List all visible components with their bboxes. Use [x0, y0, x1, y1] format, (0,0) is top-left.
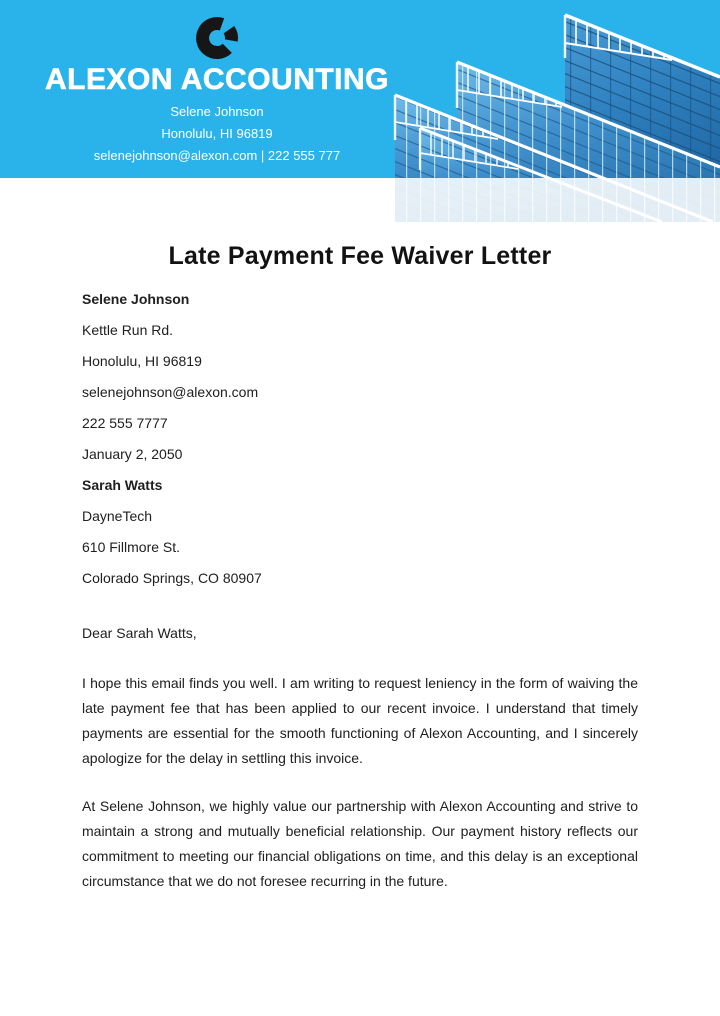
letter-content: [0, 240, 720, 894]
letter-date: January 2, 2050: [82, 446, 183, 462]
body-paragraph: I hope this email finds you well. I am writing to request leniency in the form of waiving the late payment fee that has been applied to our recent invoice. I understand that timely payments are essential for the smooth functioning of Alexon Accounting, and I sincerely apologize for the delay in settling this invoice.: [82, 675, 638, 766]
letterhead-location: Honolulu, HI 96819: [161, 125, 273, 141]
letterhead: [0, 0, 720, 178]
body-paragraph: At Selene Johnson, we highly value our partnership with Alexon Accounting and strive to maintain a strong and mutually beneficial relationship. Our payment history reflects our commitment to meeting our financial obligations on time, and this delay is an exceptional circumstance that we do not foresee recurring in the future.: [82, 798, 638, 889]
letter-title: Late Payment Fee Waiver Letter: [168, 242, 552, 270]
recipient-block: [82, 473, 638, 591]
recipient-street: 610 Fillmore St.: [82, 539, 181, 555]
recipient-city: Colorado Springs, CO 80907: [82, 570, 262, 586]
letterhead-contact-name: Selene Johnson: [170, 103, 264, 119]
company-name: ALEXON ACCOUNTING: [44, 63, 390, 96]
letterhead-email-phone: selenejohnson@alexon.com | 222 555 777: [93, 147, 341, 163]
sender-city: Honolulu, HI 96819: [82, 353, 202, 369]
sender-block: [82, 287, 638, 467]
sender-name: Selene Johnson: [82, 291, 190, 307]
company-logo-icon: [193, 14, 241, 62]
recipient-company: DayneTech: [82, 508, 153, 524]
sender-street: Kettle Run Rd.: [82, 322, 174, 338]
letterhead-content: [0, 0, 434, 167]
sender-email: selenejohnson@alexon.com: [82, 384, 259, 400]
recipient-name: Sarah Watts: [82, 477, 163, 493]
salutation: Dear Sarah Watts,: [82, 625, 197, 641]
sender-phone: 222 555 7777: [82, 415, 168, 431]
